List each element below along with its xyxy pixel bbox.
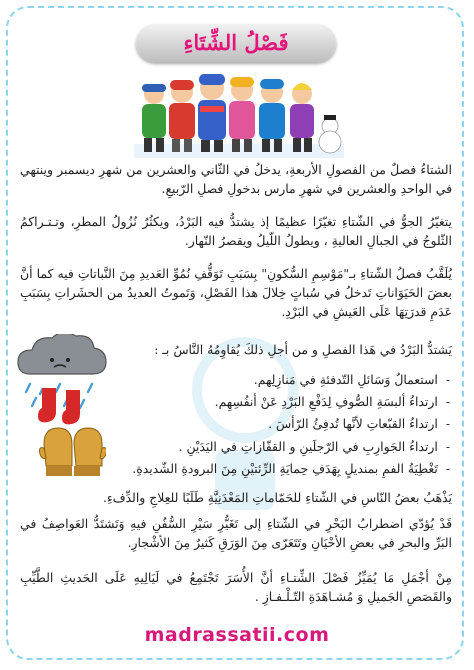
paragraph-family: مِنْ أجْمَلِ مَا يُمَيِّزُ فَصْلَ الشِّتـاءِ أنَّ الأُسَرَ تَجْتَمِعُ في لَيَالِيهِ عَلَى الحَديثِ الطَّيِّبِ والقَصَصِ الجَميلِ وَ مُشـاهَدَةِ التّـلْـفـازِ . xyxy=(20,570,452,604)
paragraph-spas: يَذْهَبُ بعضُ النّاسِ في الشّتاءِ للحَمّاماتِ المَعْدَنِيَّةِ طَلَبًا للعِلاجِ والدِّفءِ. xyxy=(102,490,452,505)
paragraph-intro: الشتاءُ فصلٌ من الفصولِ الأربعةِ، يدخلُ في الثّاني والعشرين من شهرِ ديسمبر وينتهي في الواحدِ والعشرين في شهرِ مارس بدخولِ فصلِ الرّبيعِ. xyxy=(20,162,452,196)
list-item: -ارتداءُ الجَوارِبِ في الرّجلَينِ و القفّازاتِ في اليَدَيْنِ . xyxy=(178,439,450,454)
paragraph-cold-intro: يَشتدُّ البَرْدُ في هَذا الفصلِ و من أجلِ ذلكَ يُقاوِمُهُ النَّاسُ بـ : xyxy=(154,342,452,357)
paragraph-weather: يتغيّرُ الجوُّ في الشّتاءِ تغيّرًا عظيمًا إذ يشتدُّ فيه البَرْدُ، ويكثُرُ نُزُولُ المطرِ، وتـتـراكمُ الثّلوجُ في الجبالِ العاليةِ ، ويطولُ اللّيلُ ويقصرُ النّهار. xyxy=(20,214,452,248)
paragraph-sea-storms: قَدْ يُؤدّي اضطرابُ البَحْرِ في الشّتاءِ إلى تَغَيُّرِ سَيْرِ السُّفُنِ فيهِ وَتَشتَدُّ العَواصِفُ في البَرِّ والبحرِ في بعضِ الأحْيَانِ وتَتَعَرّى مِنَ الوَرَقِ كَثيرٌ مِنَ الأشْجارِ. xyxy=(20,516,452,550)
list-item: -استعمالُ وَسَائلِ التّدفئةِ في مَنازِلِهم. xyxy=(253,372,450,387)
list-item: -تَغْطِيَةُ الفمِ بمنديلٍ بِهَدَفِ حِمايَةِ الرِّئتيْنِ مِنَ البرودةِ الشّديدةِ. xyxy=(132,461,450,476)
children-winter-icon xyxy=(134,66,344,158)
mittens-icon xyxy=(38,424,106,482)
paragraph-dormancy: يُلَقَّبُ فصلُ الشّتاءِ بـ"مَوْسِمِ السُّكونِ" بِسَبَبِ تَوَقُّفِ نُمُوِّ العَديدِ مِنَ النَّباتاتِ فيه كما أنَّ بعضَ الحَيَوَاناتِ تَدخلُ في سُباتٍ خِلالَ هذا الفَصْلِ، وَتَموتُ العديدُ من الحشَراتِ بِسَبَبِ عَدَمِ قدرَتِهَا عَلَى العَيشِ في البَرْدِ. xyxy=(20,266,452,319)
list-item: -ارتداءُ ألبسَةِ الصُّوفِ لِدَفْعِ البَرْدِ عَنْ أنفُسِهِم. xyxy=(214,394,450,409)
title-banner xyxy=(136,24,336,62)
list-item: -ارتداءُ القبّعاتِ لأنَّها تُدفِئُ الرّأسَ . xyxy=(268,416,450,431)
footer-site: madrassatii.com xyxy=(144,624,330,646)
page-title: فَصْلُ الشِّتَاءِ xyxy=(183,30,289,55)
